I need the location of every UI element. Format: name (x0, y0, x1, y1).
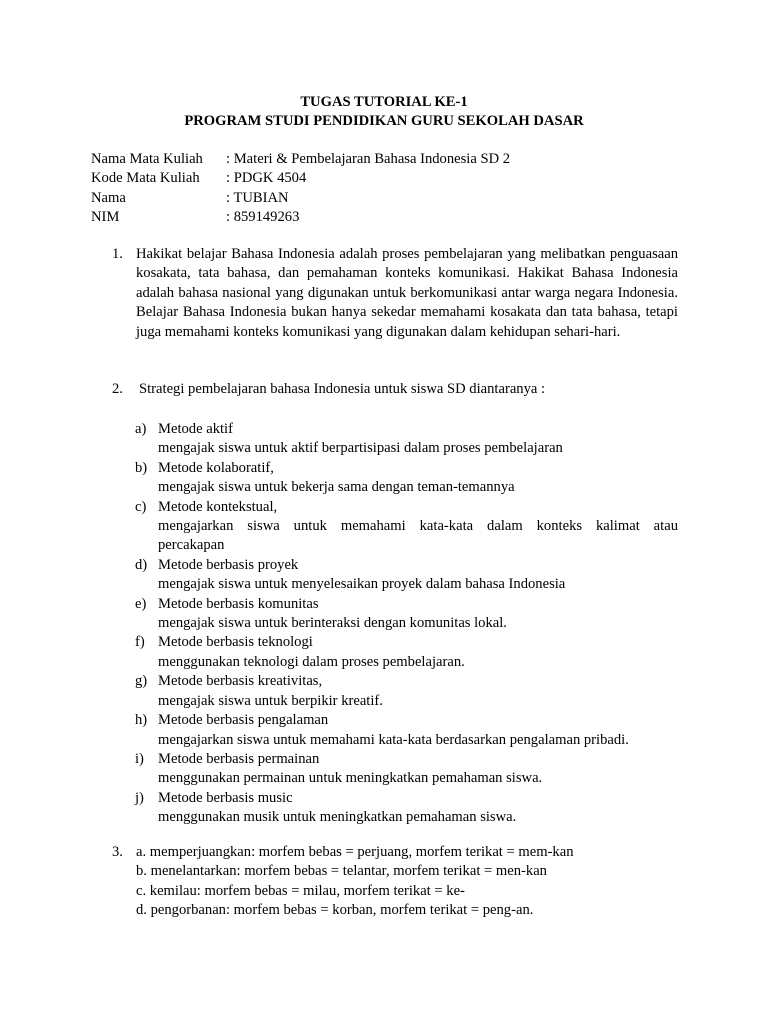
question-number: 1. (112, 246, 123, 262)
list-item-title: Metode berbasis teknologi (158, 634, 313, 651)
list-item-description: menggunakan teknologi dalam proses pembelajaran. (158, 653, 465, 670)
morpheme-line: b. menelantarkan: morfem bebas = telantar, morfem terikat = men-kan (136, 863, 547, 880)
list-item-title: Metode berbasis music (158, 789, 293, 806)
question-1 (112, 245, 678, 342)
list-item-description: mengajak siswa untuk berinteraksi dengan komunitas lokal. (158, 615, 507, 632)
list-item (135, 711, 678, 750)
info-row-course-name (91, 150, 510, 169)
list-item (135, 420, 678, 459)
list-item (135, 595, 678, 634)
list-item-description: mengajarkan siswa untuk memahami kata-kata berdasarkan pengalaman pribadi. (158, 731, 629, 748)
list-item-title: Metode berbasis kreativitas, (158, 673, 323, 690)
question-3 (112, 843, 574, 921)
list-item-letter: j) (135, 789, 144, 806)
info-row-name (91, 189, 510, 208)
list-item-letter: c) (135, 498, 147, 515)
list-item-title: Metode berbasis komunitas (158, 595, 319, 612)
info-value: : PDGK 4504 (226, 170, 307, 187)
info-value: : TUBIAN (226, 189, 289, 206)
list-item-title: Metode aktif (158, 421, 233, 437)
list-item-description: menggunakan musik untuk meningkatkan pemahaman siswa. (158, 809, 517, 826)
question-number: 3. (112, 844, 123, 860)
info-row-nim (91, 208, 510, 227)
list-item-letter: a) (135, 421, 147, 437)
info-label: Nama (91, 189, 126, 206)
list-item (135, 633, 678, 672)
list-item (135, 459, 678, 498)
document-subtitle: PROGRAM STUDI PENDIDIKAN GURU SEKOLAH DASAR (184, 113, 584, 129)
question-number: 2. (112, 381, 123, 397)
list-item-description: mengajak siswa untuk aktif berpartisipasi dalam proses pembelajaran (158, 440, 563, 457)
list-item-title: Metode kolaboratif, (158, 459, 274, 476)
strategy-list (135, 420, 678, 828)
list-item-letter: e) (135, 595, 147, 612)
list-item-title: Metode berbasis proyek (158, 556, 299, 573)
info-label: Nama Mata Kuliah (91, 151, 203, 167)
list-item (135, 498, 678, 556)
info-value: : Materi & Pembelajaran Bahasa Indonesia SD 2 (226, 151, 511, 167)
list-item-description: menggunakan permainan untuk meningkatkan pemahaman siswa. (158, 770, 543, 787)
list-item-letter: h) (135, 712, 148, 729)
list-item-letter: i) (135, 750, 144, 767)
morpheme-list (136, 843, 574, 921)
list-item-description-continued: percakapan (158, 537, 225, 554)
info-value: : 859149263 (226, 209, 300, 226)
list-item (135, 556, 678, 595)
info-row-course-code (91, 169, 510, 188)
list-item (135, 672, 678, 711)
list-item-letter: g) (135, 673, 148, 690)
question-2-intro: Strategi pembelajaran bahasa Indonesia untuk siswa SD diantaranya : (139, 381, 546, 397)
list-item-title: Metode kontekstual, (158, 498, 278, 515)
list-item-description: mengajak siswa untuk menyelesaikan proyek dalam bahasa Indonesia (158, 576, 566, 593)
list-item-title: Metode berbasis permainan (158, 750, 320, 767)
list-item-description: mengajak siswa untuk berpikir kreatif. (158, 692, 383, 709)
list-item-description: mengajarkan siswa untuk memahami kata-kata dalam konteks kalimat atau (158, 518, 678, 535)
list-item (135, 789, 678, 828)
question-1-answer: Hakikat belajar Bahasa Indonesia adalah proses pembelajaran yang melibatkan penguasaan kosakata, tata bahasa, dan pemahaman konteks komunikasi. Hakikat Bahasa Indonesia adalah bahasa nasional yang digunakan untuk berkomunikasi antar warga negara Indonesia. Belajar Bahasa Indonesia bukan hanya sekedar memahami kosakata dan tata bahasa, tetapi juga memahami konteks komunikasi yang digunakan dalam kehidupan sehari-hari. (136, 246, 678, 340)
list-item-letter: d) (135, 556, 148, 573)
morpheme-line: c. kemilau: morfem bebas = milau, morfem terikat = ke- (136, 882, 465, 899)
morpheme-line: d. pengorbanan: morfem bebas = korban, morfem terikat = peng-an. (136, 902, 534, 919)
info-label: Kode Mata Kuliah (91, 170, 200, 187)
list-item-letter: b) (135, 459, 148, 476)
morpheme-line: a. memperjuangkan: morfem bebas = perjuang, morfem terikat = mem-kan (136, 844, 574, 860)
info-label: NIM (91, 209, 120, 226)
question-2 (112, 380, 545, 399)
list-item-description: mengajak siswa untuk bekerja sama dengan teman-temannya (158, 479, 515, 496)
list-item (135, 750, 678, 789)
document-title: TUGAS TUTORIAL KE-1 (300, 94, 468, 110)
list-item-title: Metode berbasis pengalaman (158, 712, 329, 729)
list-item-letter: f) (135, 634, 145, 651)
course-info (91, 150, 510, 228)
